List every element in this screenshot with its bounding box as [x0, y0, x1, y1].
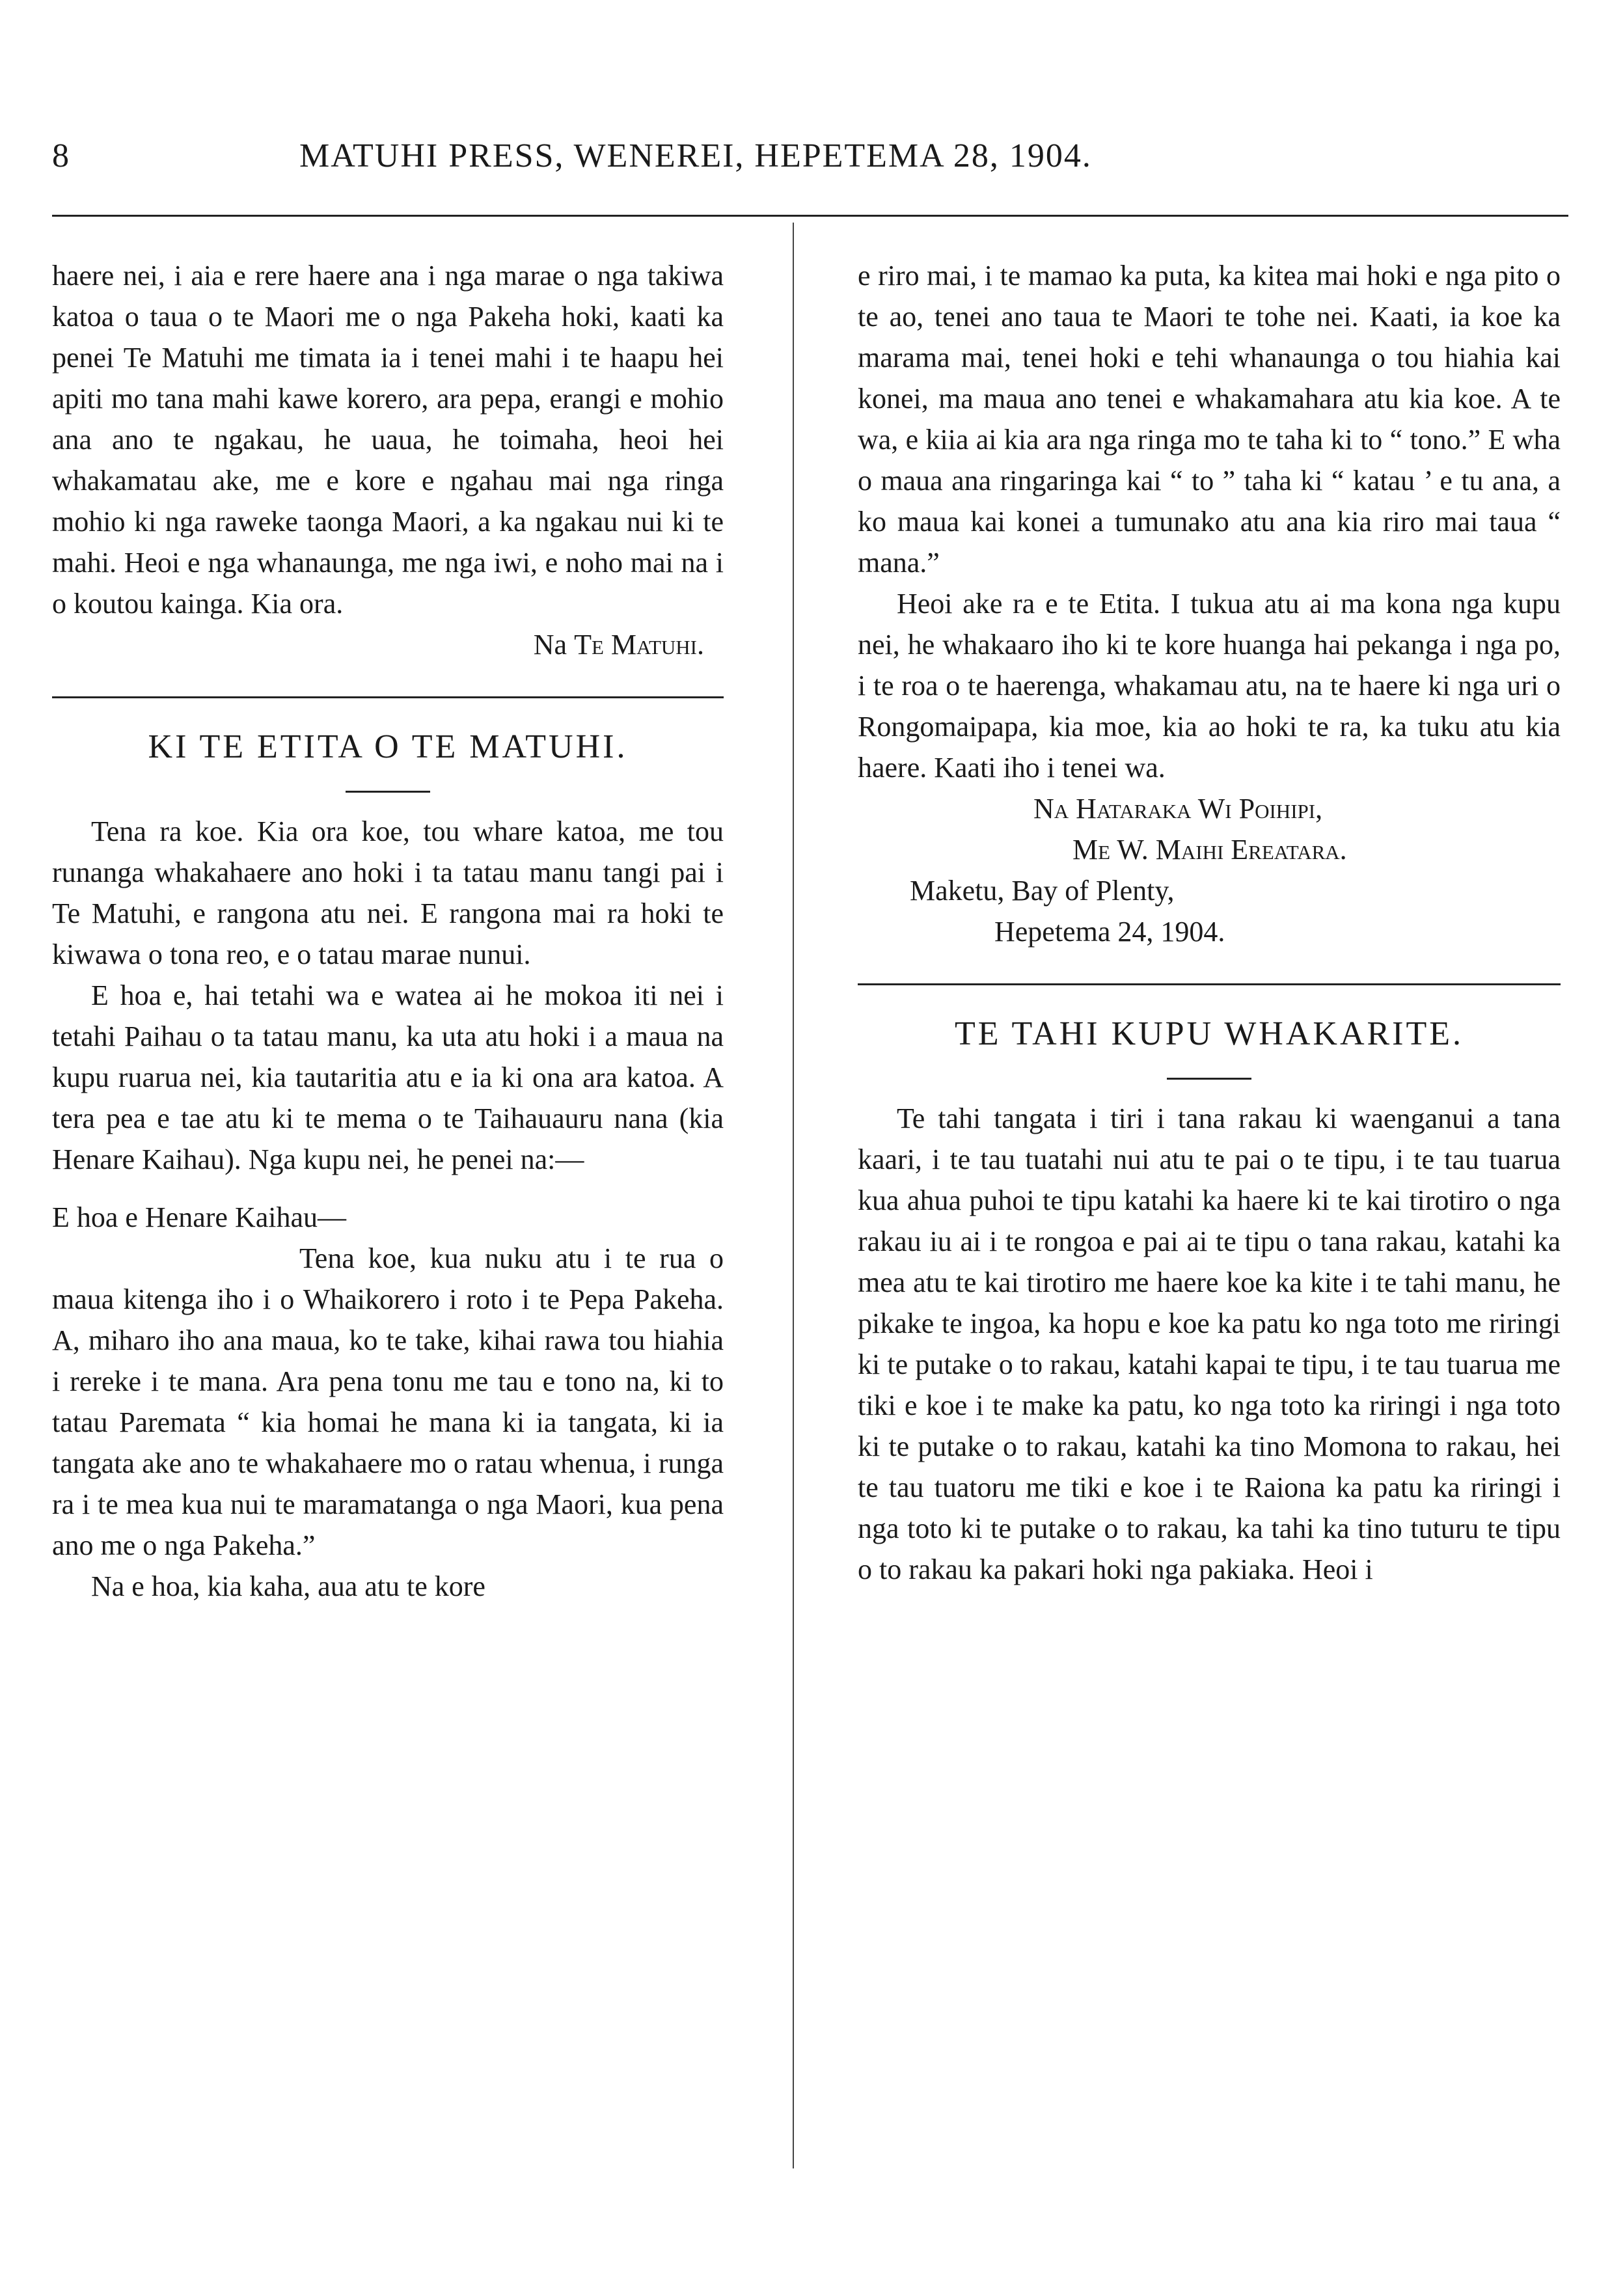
- page-title: MATUHI PRESS, WENEREI, HEPETEMA 28, 1904.: [299, 137, 1092, 174]
- intro-paragraph: haere nei, i aia e rere haere ana i nga marae o nga takiwa katoa o taua o te Maori me o nga Pakeha hoki, kaati ka penei Te Matuhi me timata ia i tenei mahi i te haapu hei apiti mo tana mahi kawe korero, ara pepa, erangi e mohio ana ano te ngakau, he uaua, he toimaha, heoi hei whakamatau ake, me e kore e ngahau mai nga ringa mohio ki nga raweke taonga Maori, a ka ngakau nui ki te mahi. Heoi e nga whanaunga, me nga iwi, e noho mai na i o koutou kainga. Kia ora.: [52, 260, 724, 620]
- section-rule: [52, 696, 724, 698]
- spacer: [52, 1180, 724, 1197]
- page-number: 8: [52, 137, 70, 174]
- section-heading: TE TAHI KUPU WHAKARITE.: [954, 1015, 1464, 1052]
- dateline-place: Maketu, Bay of Plenty,: [910, 875, 1175, 907]
- heading-underline: [1167, 1078, 1251, 1080]
- letter-paragraph-1: Tena ra koe. Kia ora koe, tou whare katoa, me tou runanga whakahaere ano hoki i ta tatau manu tangi pai i Te Matuhi, e rangona atu nei. E rangona mai ra hoki te kiwawa o tona reo, e o tatau marae nunui.: [52, 815, 724, 970]
- left-column: [52, 255, 724, 1607]
- article-paragraph: Te tahi tangata i tiri i tana rakau ki waenganui a tana kaari, i te tau tuatahi nui atu te pai o te tipu, i te tau tuarua kua ahua puhoi te tipu katahi ka haere ki te kai tirotiro o nga rakau iu ai i te rongoa e pai ai te tipu o tana rakau, katahi ka mea atu te kai tirotiro me haere koe ka kite i te tahi manu, he pikake te ingoa, ka hopu e koe ka patu ko nga toto me riringi ki te putake o to rakau, katahi kapai te tipu, i te tau tuarua me tiki e koe i te make ka patu, ko nga toto ka riringi i nga toto ki te putake o to rakau, katahi ka tino Momona to rakau, hei te tau tuatoru me tiki e koe i te Raiona ka patu ka riringi i nga toto ki te putake o to rakau, ka tahi ka tino tuturu te tipu o to rakau ka pakari hoki nga pakiaka. Heoi i: [858, 1102, 1561, 1585]
- closing-paragraph: Heoi ake ra e te Etita. I tukua atu ai ma kona nga kupu nei, he whakaaro iho ki te kore huanga hai pekanga i nga po, i te roa o te haerenga, whakamau atu, na te haere ki nga uri o Rongomaipapa, kia moe, kia ao hoki te ra, ka tuku atu kia haere. Kaati iho i tenei wa.: [858, 588, 1561, 784]
- section-heading: KI TE ETITA O TE MATUHI.: [148, 728, 628, 765]
- signature-prefix: Na: [533, 629, 567, 661]
- signature-line-2: Me W. Maihi Ereatara.: [1072, 834, 1347, 866]
- column-divider: [793, 223, 794, 2168]
- signature-line-1: Na Hataraka Wi Poihipi,: [1033, 793, 1323, 825]
- signature: [52, 624, 724, 665]
- signature-name: Te Matuhi.: [574, 629, 704, 661]
- heading-underline: [346, 791, 430, 793]
- right-column: [858, 255, 1561, 1590]
- salutation: E hoa e Henare Kaihau—: [52, 1201, 347, 1233]
- letter-paragraph-2: E hoa e, hai tetahi wa e watea ai he mokoa iti nei i tetahi Paihau o ta tatau manu, ka uta atu hoki i a maua na kupu ruarua nei, kia tautaritia atu e ia ki ona ara katoa. A tera pea e tae atu ki te mema o te Taihauauru nana (kia Henare Kaihau). Nga kupu nei, he penei na:—: [52, 979, 724, 1175]
- section-rule: [858, 983, 1561, 985]
- header-rule: [52, 215, 1568, 217]
- letter-paragraph-4: Na e hoa, kia kaha, aua atu te kore: [91, 1570, 485, 1602]
- letter-paragraph-3: Tena koe, kua nuku atu i te rua o maua kitenga iho i o Whaikorero i roto i te Pepa Pakeha. A, miharo iho ana maua, ko te take, kihai rawa tou hiahia i rereke i te mana. Ara pena tonu me tau e tono na, ki to tatau Paremata “ kia homai he mana ki ia tangata, ki ia tangata ake ano te whakahaere mo o ratau whenua, i runga ra i te mea kua nui te maramatanga o nga Maori, kua pena ano me o nga Pakeha.”: [52, 1242, 724, 1561]
- dateline-date: Hepetema 24, 1904.: [994, 916, 1225, 948]
- continuation-paragraph: e riro mai, i te mamao ka puta, ka kitea mai hoki e nga pito o te ao, tenei ano taua te Maori te tohe nei. Kaati, ia koe ka marama mai, tenei hoki e tehi whanaunga o tou hiahia kai konei, ma maua ano tenei e whakamahara atu kia koe. A te wa, e kiia ai kia ara nga ringa mo te taha ki to “ tono.” E wha o maua ana ringaringa kai “ to ” taha ki “ katau ’ e tu ana, a ko maua kai konei a tumunako atu ana kia riro mai taua “ mana.”: [858, 260, 1561, 579]
